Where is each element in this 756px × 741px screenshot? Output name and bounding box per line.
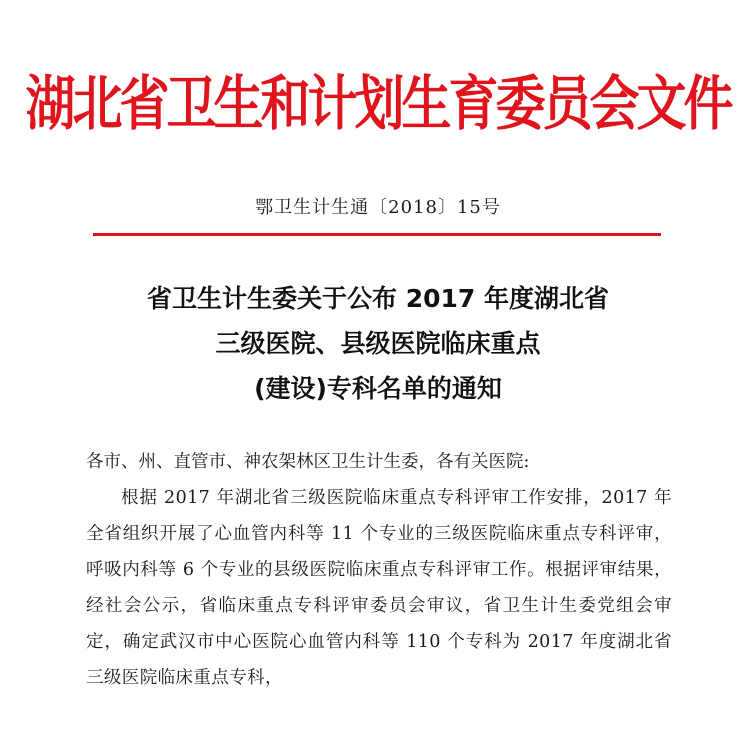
notice-title-line-1: 省卫生计生委关于公布 2017 年度湖北省 — [147, 284, 609, 313]
notice-title — [0, 276, 756, 411]
salutation: 各市、州、直管市、神农架林区卫生计生委，各有关医院: — [86, 452, 530, 472]
document-number: 鄂卫生计生通〔2018〕15号 — [255, 197, 501, 218]
notice-title-line-2: 三级医院、县级医院临床重点 — [215, 329, 541, 358]
body-paragraph: 根据 2017 年湖北省三级医院临床重点专科评审工作安排，2017 年全省组织开展了心血管内科等 11 个专业的三级医院临床重点专科评审，呼吸内科等 6 个专业的县级医院临床重点专科评审工作。根据评审结果，经社会公示，省临床重点专科评审委员会审议，省卫生计生委党组会审定，确定武汉市中心医院心血管内科等 110 个专科为 2017 年度湖北省三级医院临床重点专科， — [86, 488, 672, 688]
notice-title-line-3: (建设)专科名单的通知 — [254, 374, 502, 403]
notice-body — [86, 444, 672, 696]
issuing-authority-header: 湖北省卫生和计划生育委员会文件 — [25, 69, 731, 139]
red-divider-line — [93, 233, 661, 236]
